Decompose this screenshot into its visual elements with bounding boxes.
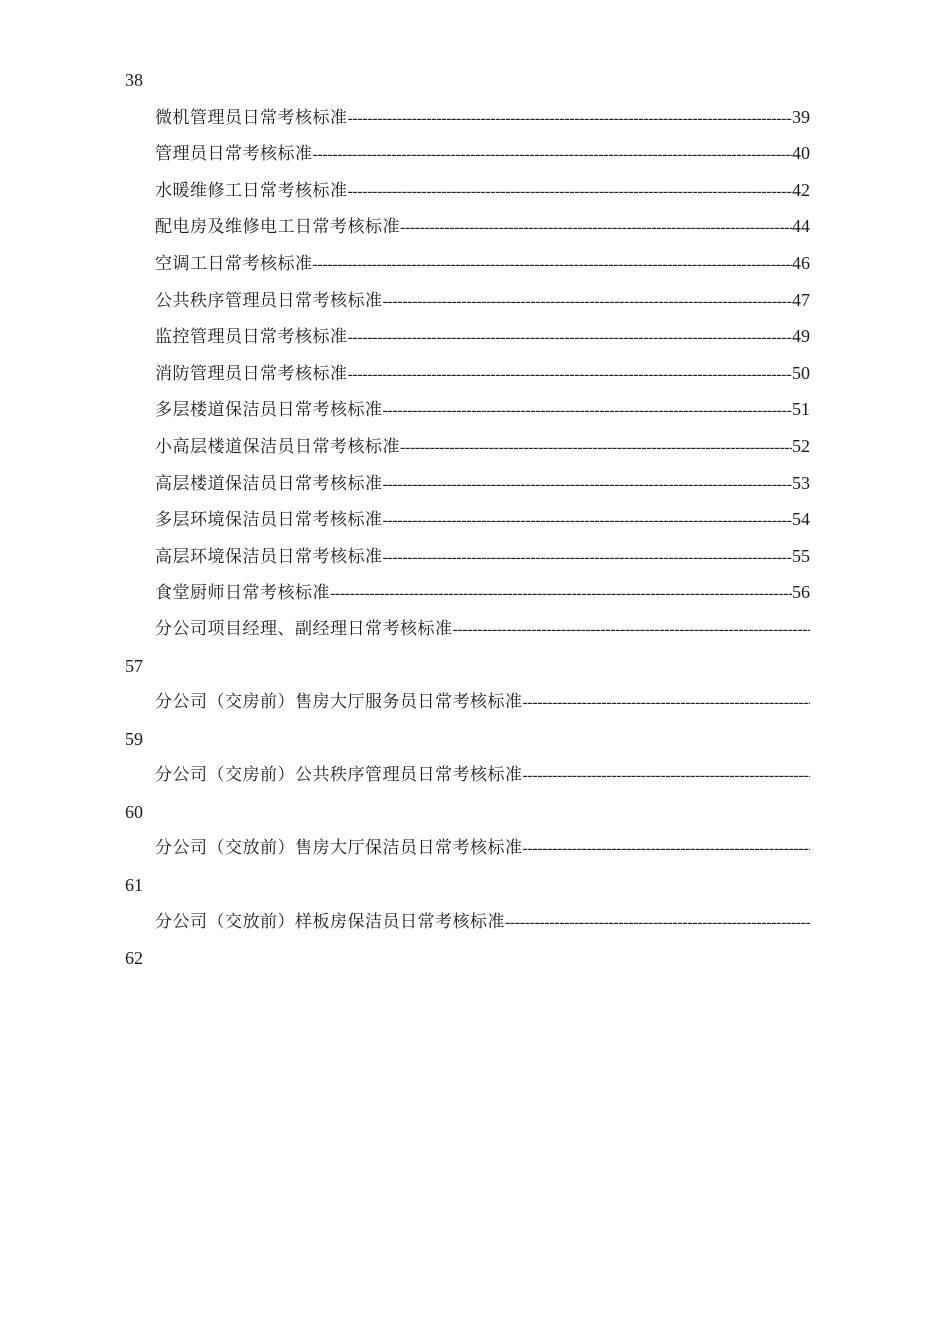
toc-leader-dots — [348, 320, 793, 357]
toc-entry-title: 微机管理员日常考核标准 — [155, 107, 348, 128]
toc-leader-dots — [313, 247, 793, 284]
toc-leader-dots — [348, 174, 793, 211]
toc-leader-dots — [523, 831, 811, 868]
toc-entry-page: 61 — [125, 875, 143, 896]
toc-leader-dots — [383, 284, 793, 321]
toc-entry-wrapped[interactable] — [125, 684, 810, 721]
toc-entry[interactable] — [125, 574, 810, 611]
toc-leader-dots — [313, 137, 793, 174]
toc-leader-dots — [505, 905, 810, 942]
toc-entry-title: 配电房及维修电工日常考核标准 — [155, 217, 400, 238]
toc-entry-title: 水暖维修工日常考核标准 — [155, 180, 348, 201]
toc-leader-dots — [523, 758, 811, 795]
toc-leader-dots — [383, 540, 793, 577]
toc-leader-dots — [400, 210, 792, 247]
toc-leader-dots — [348, 101, 793, 138]
toc-entry-title: 分公司（交房前）售房大厅服务员日常考核标准 — [155, 692, 523, 713]
toc-entry-page: 56 — [792, 582, 810, 603]
toc-entry-page: 59 — [125, 728, 143, 749]
toc-entry-page: 39 — [792, 106, 810, 127]
carry-over-page-number: 38 — [125, 70, 143, 90]
toc-entry-title: 分公司（交房前）公共秩序管理员日常考核标准 — [155, 765, 523, 786]
toc-entry-page: 55 — [792, 545, 810, 566]
toc-leader-dots — [348, 357, 793, 394]
toc-entry-page: 42 — [792, 179, 810, 200]
toc-entry-wrapped[interactable] — [125, 830, 810, 867]
toc-entry-title: 监控管理员日常考核标准 — [155, 327, 348, 348]
toc-entry-page: 44 — [792, 216, 810, 237]
toc-entry[interactable] — [125, 99, 810, 136]
toc-entry-page: 47 — [792, 289, 810, 310]
toc-entry[interactable] — [125, 465, 810, 502]
toc-entry[interactable] — [125, 538, 810, 575]
toc-entry[interactable] — [125, 208, 810, 245]
toc-entry[interactable] — [125, 282, 810, 319]
toc-entry-title: 多层环境保洁员日常考核标准 — [155, 510, 383, 531]
toc-entry-title: 多层楼道保洁员日常考核标准 — [155, 400, 383, 421]
toc-leader-dots — [523, 685, 811, 722]
toc-entry[interactable] — [125, 172, 810, 209]
toc-entry-wrapped[interactable] — [125, 904, 810, 941]
toc-entry-title: 公共秩序管理员日常考核标准 — [155, 290, 383, 311]
toc-entry[interactable] — [125, 501, 810, 538]
toc-entry-title: 空调工日常考核标准 — [155, 253, 313, 274]
toc-entry-title: 高层楼道保洁员日常考核标准 — [155, 473, 383, 494]
toc-entry-page: 54 — [792, 509, 810, 530]
toc-entry-page: 49 — [792, 326, 810, 347]
toc-leader-dots — [453, 612, 811, 649]
toc-leader-dots — [330, 576, 792, 613]
toc-entry-page: 60 — [125, 801, 143, 822]
toc-entry[interactable] — [125, 318, 810, 355]
toc-entry[interactable] — [125, 245, 810, 282]
toc-entry-page: 57 — [125, 655, 143, 676]
toc-entry-page: 40 — [792, 143, 810, 164]
toc-entry[interactable] — [125, 391, 810, 428]
toc-entry-page: 50 — [792, 362, 810, 383]
toc-entry[interactable] — [125, 355, 810, 392]
toc-entry[interactable] — [125, 135, 810, 172]
toc-leader-dots — [383, 393, 793, 430]
toc-entry-wrapped[interactable] — [125, 611, 810, 648]
toc-entry-title: 食堂厨师日常考核标准 — [155, 583, 330, 604]
toc-entry-wrapped[interactable] — [125, 757, 810, 794]
toc-entry-title: 高层环境保洁员日常考核标准 — [155, 546, 383, 567]
toc-entry-page: 51 — [792, 399, 810, 420]
toc-entry-title: 管理员日常考核标准 — [155, 144, 313, 165]
toc-entry-title: 消防管理员日常考核标准 — [155, 363, 348, 384]
toc-entry-page: 52 — [792, 435, 810, 456]
toc-entry-title: 分公司（交放前）售房大厅保洁员日常考核标准 — [155, 838, 523, 859]
toc-entry-title: 小高层楼道保洁员日常考核标准 — [155, 436, 400, 457]
table-of-contents — [125, 62, 810, 977]
toc-leader-dots — [383, 467, 793, 504]
toc-entry-title: 分公司项目经理、副经理日常考核标准 — [155, 618, 453, 639]
toc-entry-page: 62 — [125, 948, 143, 969]
toc-leader-dots — [400, 430, 792, 467]
toc-entry-page: 46 — [792, 252, 810, 273]
toc-entry-page: 53 — [792, 472, 810, 493]
toc-leader-dots — [383, 503, 793, 540]
toc-entry-title: 分公司（交放前）样板房保洁员日常考核标准 — [155, 911, 505, 932]
toc-entry[interactable] — [125, 428, 810, 465]
